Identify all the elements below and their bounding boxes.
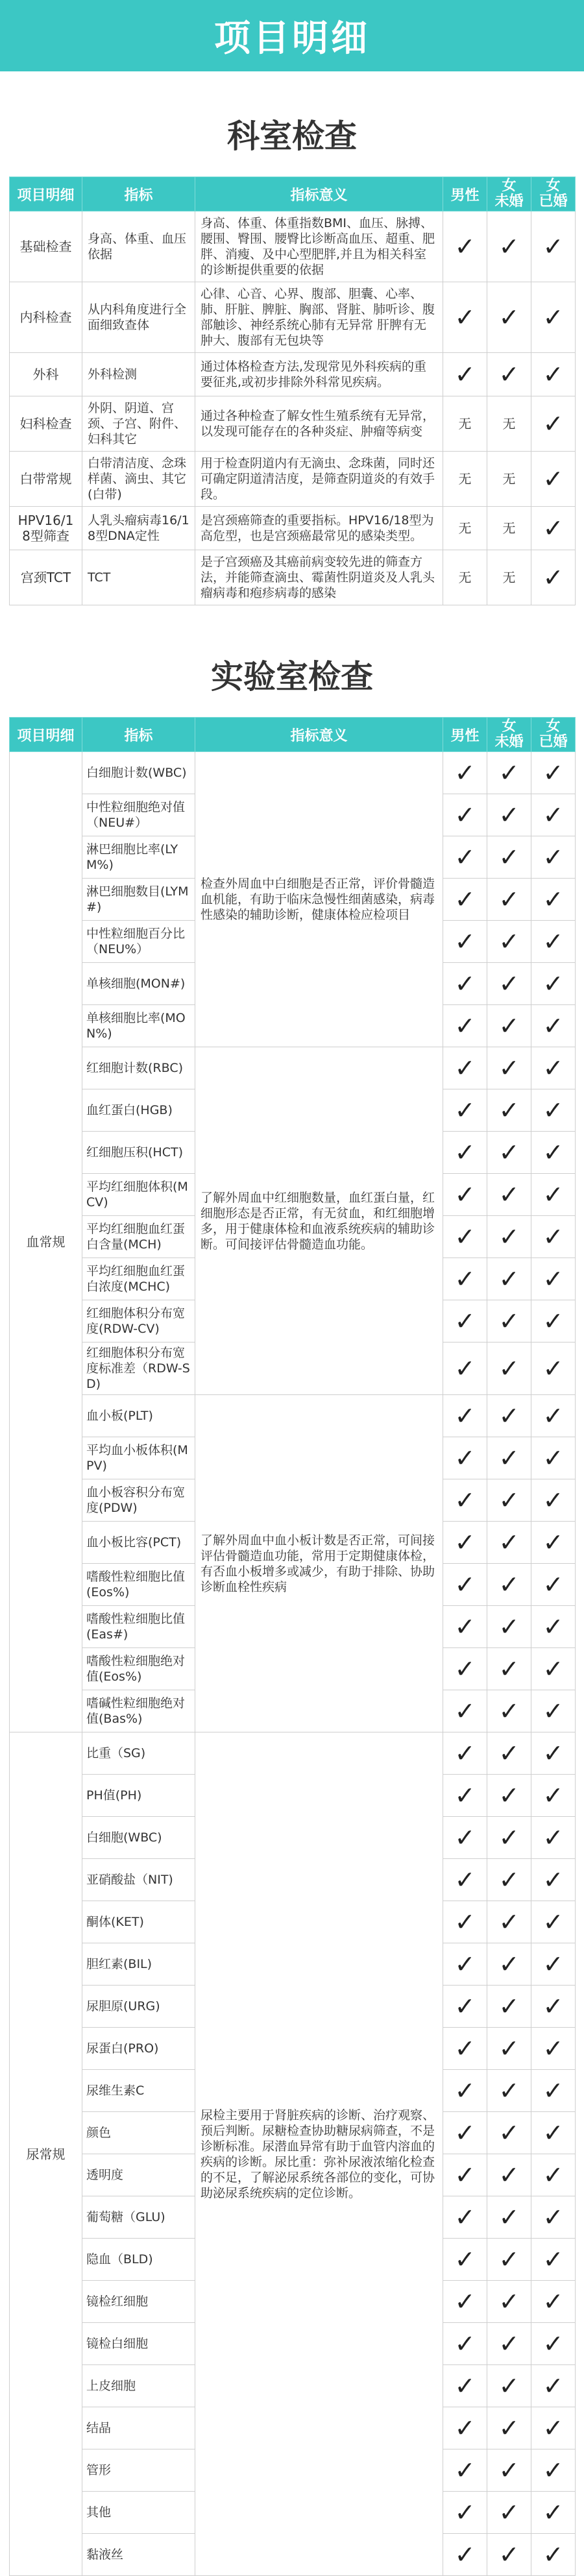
row-male-mark: ✓ xyxy=(443,353,487,396)
table-row xyxy=(10,1732,576,1775)
row-unmarried-mark: ✓ xyxy=(487,2239,531,2281)
row-indicator: 血小板(PLT) xyxy=(82,1395,195,1437)
row-married-mark: ✓ xyxy=(531,1606,576,1648)
row-married-mark: ✓ xyxy=(531,1943,576,1986)
row-married-mark: ✓ xyxy=(531,1258,576,1300)
row-indicator: 外科检测 xyxy=(82,353,195,396)
row-unmarried-mark: ✓ xyxy=(487,2449,531,2492)
row-male-mark: ✓ xyxy=(443,2281,487,2323)
header-unmarried-label: 未婚 xyxy=(494,734,524,750)
row-married-mark: ✓ xyxy=(531,1174,576,1216)
col-header-female-unmarried xyxy=(487,177,531,212)
row-unmarried-mark: ✓ xyxy=(487,1901,531,1943)
row-male-mark: ✓ xyxy=(443,1732,487,1775)
row-married-mark: ✓ xyxy=(531,1395,576,1437)
row-indicator: 尿维生素C xyxy=(82,2070,195,2112)
row-unmarried-mark: ✓ xyxy=(487,1395,531,1437)
row-male-mark: ✓ xyxy=(443,2323,487,2365)
row-indicator: 血小板比容(PCT) xyxy=(82,1522,195,1564)
table-row xyxy=(10,396,576,452)
row-indicator: 镜检红细胞 xyxy=(82,2281,195,2323)
row-unmarried-mark: ✓ xyxy=(487,2196,531,2239)
row-male-mark: ✓ xyxy=(443,836,487,879)
row-married-mark: ✓ xyxy=(531,1437,576,1479)
row-married-mark: ✓ xyxy=(531,2449,576,2492)
row-male-mark: ✓ xyxy=(443,963,487,1005)
lab-table-body xyxy=(10,752,576,2576)
row-unmarried-mark: ✓ xyxy=(487,2112,531,2154)
dept-table-body xyxy=(10,212,576,605)
row-unmarried-mark: 无 xyxy=(487,452,531,507)
header-unmarried-label: 未婚 xyxy=(494,193,524,210)
row-indicator: 透明度 xyxy=(82,2154,195,2196)
row-unmarried-mark: ✓ xyxy=(487,1775,531,1817)
row-married-mark: ✓ xyxy=(531,2154,576,2196)
lab-table-header xyxy=(10,718,576,752)
row-married-mark: ✓ xyxy=(531,752,576,794)
row-unmarried-mark: ✓ xyxy=(487,1258,531,1300)
group-meaning: 检查外周血中白细胞是否正常，评价骨髓造血机能，有助于临床急慢性细菌感染，病毒性感染的辅助诊断，健康体检应检项目 xyxy=(195,752,443,1047)
row-married-mark: ✓ xyxy=(531,452,576,507)
row-married-mark: ✓ xyxy=(531,212,576,282)
row-male-mark: ✓ xyxy=(443,282,487,353)
row-indicator: 淋巴细胞数目(LYM#) xyxy=(82,879,195,921)
table-row xyxy=(10,1395,576,1437)
row-male-mark: ✓ xyxy=(443,1859,487,1901)
group-name: 尿常规 xyxy=(10,1732,82,2576)
row-male-mark: ✓ xyxy=(443,752,487,794)
row-meaning: 是宫颈癌筛查的重要指标。HPV16/18型为高危型，也是宫颈癌最常见的感染类型。 xyxy=(195,507,443,550)
row-indicator: 红细胞体积分布宽度标准差（RDW-SD) xyxy=(82,1343,195,1395)
row-indicator: 葡萄糖（GLU) xyxy=(82,2196,195,2239)
header-female-label: 女 xyxy=(502,718,517,735)
row-male-mark: ✓ xyxy=(443,1690,487,1732)
row-married-mark: ✓ xyxy=(531,1132,576,1174)
row-indicator: 比重（SG) xyxy=(82,1732,195,1775)
row-unmarried-mark: ✓ xyxy=(487,921,531,963)
col-header-female-unmarried xyxy=(487,718,531,752)
row-male-mark: ✓ xyxy=(443,2449,487,2492)
row-indicator: 白细胞计数(WBC) xyxy=(82,752,195,794)
row-married-mark: ✓ xyxy=(531,2070,576,2112)
table-row xyxy=(10,353,576,396)
row-indicator: 身高、体重、血压依据 xyxy=(82,212,195,282)
row-married-mark: ✓ xyxy=(531,1648,576,1690)
row-unmarried-mark: ✓ xyxy=(487,836,531,879)
row-item-name: 基础检查 xyxy=(10,212,82,282)
row-unmarried-mark: ✓ xyxy=(487,212,531,282)
row-male-mark: ✓ xyxy=(443,794,487,836)
row-indicator: 胆红素(BIL) xyxy=(82,1943,195,1986)
table-row xyxy=(10,1047,576,1089)
page-title: 项目明细 xyxy=(214,18,370,60)
row-indicator: 红细胞计数(RBC) xyxy=(82,1047,195,1089)
row-unmarried-mark: ✓ xyxy=(487,2281,531,2323)
col-header-meaning: 指标意义 xyxy=(195,718,443,752)
row-indicator: 淋巴细胞比率(LYM%) xyxy=(82,836,195,879)
row-unmarried-mark: ✓ xyxy=(487,1005,531,1047)
row-male-mark: ✓ xyxy=(443,1943,487,1986)
row-male-mark: ✓ xyxy=(443,2112,487,2154)
section-title-lab: 实验室检查 xyxy=(211,658,373,696)
table-row xyxy=(10,752,576,794)
row-male-mark: ✓ xyxy=(443,1986,487,2028)
row-male-mark: 无 xyxy=(443,396,487,452)
row-male-mark: ✓ xyxy=(443,2492,487,2534)
row-unmarried-mark: ✓ xyxy=(487,879,531,921)
header-married-label: 已婚 xyxy=(539,193,568,210)
row-married-mark: ✓ xyxy=(531,1343,576,1395)
row-married-mark: ✓ xyxy=(531,2281,576,2323)
row-male-mark: ✓ xyxy=(443,1775,487,1817)
row-male-mark: ✓ xyxy=(443,1564,487,1606)
row-indicator: TCT xyxy=(82,550,195,605)
row-married-mark: ✓ xyxy=(531,1690,576,1732)
header-female-label: 女 xyxy=(502,178,517,194)
row-male-mark: ✓ xyxy=(443,1606,487,1648)
row-unmarried-mark: ✓ xyxy=(487,1986,531,2028)
row-male-mark: ✓ xyxy=(443,1901,487,1943)
row-unmarried-mark: ✓ xyxy=(487,2028,531,2070)
row-unmarried-mark: ✓ xyxy=(487,1648,531,1690)
row-indicator: 平均红细胞血红蛋白浓度(MCHC) xyxy=(82,1258,195,1300)
row-married-mark: ✓ xyxy=(531,1479,576,1522)
row-meaning: 通过体格检查方法,发现常见外科疾病的重要征兆,或初步排除外科常见疾病。 xyxy=(195,353,443,396)
row-item-name: 宫颈TCT xyxy=(10,550,82,605)
row-item-name: 外科 xyxy=(10,353,82,396)
col-header-indicator: 指标 xyxy=(82,177,195,212)
row-indicator: 白细胞(WBC) xyxy=(82,1817,195,1859)
row-unmarried-mark: ✓ xyxy=(487,1479,531,1522)
row-meaning: 心律、心音、心界、腹部、胆囊、心率、肺、肝脏、脾脏、胸部、肾脏、肺听诊、腹部触诊、神经系统心肺有无异常 肝脾有无肿大、腹部有无包块等 xyxy=(195,282,443,353)
row-male-mark: ✓ xyxy=(443,2154,487,2196)
row-unmarried-mark: ✓ xyxy=(487,1606,531,1648)
row-male-mark: ✓ xyxy=(443,212,487,282)
row-unmarried-mark: ✓ xyxy=(487,282,531,353)
col-header-male: 男性 xyxy=(443,177,487,212)
row-unmarried-mark: ✓ xyxy=(487,2365,531,2407)
row-male-mark: ✓ xyxy=(443,1258,487,1300)
group-meaning: 了解外周血中红细胞数量，血红蛋白量，红细胞形态是否正常，有无贫血，和红细胞增多，用于健康体检和血液系统疾病的辅助诊断。可间接评估骨髓造血功能。 xyxy=(195,1047,443,1395)
lab-table xyxy=(9,717,576,2576)
row-married-mark: ✓ xyxy=(531,550,576,605)
row-unmarried-mark: ✓ xyxy=(487,2407,531,2449)
row-male-mark: ✓ xyxy=(443,1479,487,1522)
row-indicator: 单核细胞比率(MON%) xyxy=(82,1005,195,1047)
row-male-mark: ✓ xyxy=(443,1216,487,1258)
row-unmarried-mark: ✓ xyxy=(487,1732,531,1775)
col-header-indicator: 指标 xyxy=(82,718,195,752)
col-header-item: 项目明细 xyxy=(10,718,82,752)
row-indicator: 中性粒细胞百分比（NEU%） xyxy=(82,921,195,963)
row-married-mark: ✓ xyxy=(531,1005,576,1047)
row-indicator: 平均红细胞体积(MCV) xyxy=(82,1174,195,1216)
row-married-mark: ✓ xyxy=(531,836,576,879)
table-row xyxy=(10,550,576,605)
row-indicator: 单核细胞(MON#) xyxy=(82,963,195,1005)
row-unmarried-mark: ✓ xyxy=(487,2070,531,2112)
row-married-mark: ✓ xyxy=(531,963,576,1005)
row-male-mark: ✓ xyxy=(443,2407,487,2449)
row-unmarried-mark: ✓ xyxy=(487,1089,531,1132)
row-male-mark: ✓ xyxy=(443,1089,487,1132)
row-male-mark: ✓ xyxy=(443,1437,487,1479)
row-male-mark: ✓ xyxy=(443,879,487,921)
row-male-mark: 无 xyxy=(443,550,487,605)
group-meaning: 了解外周血中血小板计数是否正常，可间接评估骨髓造血功能，常用于定期健康体检，有否血小板增多或减少，有助于排除、协助诊断血栓性疾病 xyxy=(195,1395,443,1732)
row-indicator: 嗜碱性粒细胞绝对值(Bas%) xyxy=(82,1690,195,1732)
row-married-mark: ✓ xyxy=(531,2407,576,2449)
row-meaning: 是子宫颈癌及其癌前病变较先进的筛查方法，并能筛查滴虫、霉菌性阴道炎及人乳头瘤病毒和疱疹病毒的感染 xyxy=(195,550,443,605)
row-male-mark: ✓ xyxy=(443,1047,487,1089)
row-indicator: 血红蛋白(HGB) xyxy=(82,1089,195,1132)
row-unmarried-mark: 无 xyxy=(487,507,531,550)
section-title-dept: 科室检查 xyxy=(227,117,357,155)
row-indicator: 人乳头瘤病毒16/18型DNA定性 xyxy=(82,507,195,550)
col-header-female-married xyxy=(531,718,576,752)
row-indicator: 红细胞体积分布宽度(RDW-CV) xyxy=(82,1300,195,1343)
row-indicator: 尿胆原(URG) xyxy=(82,1986,195,2028)
row-married-mark: ✓ xyxy=(531,2028,576,2070)
row-male-mark: ✓ xyxy=(443,2070,487,2112)
row-indicator: 尿蛋白(PRO) xyxy=(82,2028,195,2070)
dept-table-wrap xyxy=(9,176,575,605)
row-unmarried-mark: ✓ xyxy=(487,1343,531,1395)
row-male-mark: ✓ xyxy=(443,921,487,963)
col-header-male: 男性 xyxy=(443,718,487,752)
row-married-mark: ✓ xyxy=(531,507,576,550)
row-married-mark: ✓ xyxy=(531,1300,576,1343)
row-married-mark: ✓ xyxy=(531,1522,576,1564)
table-row xyxy=(10,507,576,550)
row-married-mark: ✓ xyxy=(531,879,576,921)
row-male-mark: ✓ xyxy=(443,2534,487,2576)
row-married-mark: ✓ xyxy=(531,1859,576,1901)
row-indicator: 从内科角度进行全面细致查体 xyxy=(82,282,195,353)
row-male-mark: ✓ xyxy=(443,1522,487,1564)
row-indicator: 酮体(KET) xyxy=(82,1901,195,1943)
row-male-mark: ✓ xyxy=(443,1005,487,1047)
row-meaning: 通过各种检查了解女性生殖系统有无异常，以发现可能存在的各种炎症、肿瘤等病变 xyxy=(195,396,443,452)
row-unmarried-mark: ✓ xyxy=(487,2492,531,2534)
row-married-mark: ✓ xyxy=(531,1564,576,1606)
row-married-mark: ✓ xyxy=(531,1216,576,1258)
row-unmarried-mark: ✓ xyxy=(487,1216,531,1258)
table-row xyxy=(10,212,576,282)
row-married-mark: ✓ xyxy=(531,353,576,396)
row-indicator: 平均血小板体积(MPV) xyxy=(82,1437,195,1479)
row-unmarried-mark: ✓ xyxy=(487,1564,531,1606)
row-married-mark: ✓ xyxy=(531,2239,576,2281)
row-unmarried-mark: 无 xyxy=(487,396,531,452)
row-indicator: 血小板容积分布宽度(PDW) xyxy=(82,1479,195,1522)
row-indicator: PH值(PH) xyxy=(82,1775,195,1817)
row-unmarried-mark: ✓ xyxy=(487,794,531,836)
row-married-mark: ✓ xyxy=(531,2196,576,2239)
row-male-mark: ✓ xyxy=(443,1300,487,1343)
header-female-label: 女 xyxy=(546,178,561,194)
group-meaning: 尿检主要用于肾脏疾病的诊断、治疗观察、预后判断。尿糖检查协助糖尿病筛查，不是诊断标准。尿潜血异常有助于血管内溶血的疾病的诊断。尿比重：弥补尿液浓缩化检查的不足，了解泌尿系统各部位的变化，可协助泌尿系统疾病的定位诊断。 xyxy=(195,1732,443,2576)
row-indicator: 黏液丝 xyxy=(82,2534,195,2576)
row-unmarried-mark: ✓ xyxy=(487,1437,531,1479)
row-item-name: HPV16/18型筛查 xyxy=(10,507,82,550)
row-indicator: 嗜酸性粒细胞比值(Eas#) xyxy=(82,1606,195,1648)
row-unmarried-mark: ✓ xyxy=(487,1817,531,1859)
row-male-mark: 无 xyxy=(443,507,487,550)
row-indicator: 白带清洁度、念珠样菌、滴虫、其它(白带) xyxy=(82,452,195,507)
row-male-mark: ✓ xyxy=(443,1817,487,1859)
col-header-meaning: 指标意义 xyxy=(195,177,443,212)
row-indicator: 平均红细胞血红蛋白含量(MCH) xyxy=(82,1216,195,1258)
row-unmarried-mark: ✓ xyxy=(487,1174,531,1216)
row-indicator: 红细胞压积(HCT) xyxy=(82,1132,195,1174)
header-female-label: 女 xyxy=(546,718,561,735)
dept-table xyxy=(9,176,576,605)
row-indicator: 外阴、阴道、宫颈、子宫、附件、妇科其它 xyxy=(82,396,195,452)
row-married-mark: ✓ xyxy=(531,2112,576,2154)
row-married-mark: ✓ xyxy=(531,2365,576,2407)
table-row xyxy=(10,282,576,353)
row-indicator: 镜检白细胞 xyxy=(82,2323,195,2365)
col-header-item: 项目明细 xyxy=(10,177,82,212)
row-married-mark: ✓ xyxy=(531,1817,576,1859)
row-married-mark: ✓ xyxy=(531,921,576,963)
row-unmarried-mark: ✓ xyxy=(487,2154,531,2196)
col-header-female-married xyxy=(531,177,576,212)
row-married-mark: ✓ xyxy=(531,1047,576,1089)
row-unmarried-mark: ✓ xyxy=(487,2323,531,2365)
row-male-mark: ✓ xyxy=(443,1648,487,1690)
row-indicator: 嗜酸性粒细胞比值(Eos%) xyxy=(82,1564,195,1606)
row-unmarried-mark: 无 xyxy=(487,550,531,605)
row-married-mark: ✓ xyxy=(531,2323,576,2365)
row-indicator: 亚硝酸盐（NIT) xyxy=(82,1859,195,1901)
row-male-mark: ✓ xyxy=(443,1343,487,1395)
row-indicator: 上皮细胞 xyxy=(82,2365,195,2407)
row-unmarried-mark: ✓ xyxy=(487,1047,531,1089)
row-indicator: 管形 xyxy=(82,2449,195,2492)
row-unmarried-mark: ✓ xyxy=(487,1943,531,1986)
row-indicator: 隐血（BLD) xyxy=(82,2239,195,2281)
header-married-label: 已婚 xyxy=(539,734,568,750)
row-married-mark: ✓ xyxy=(531,1775,576,1817)
row-unmarried-mark: ✓ xyxy=(487,1859,531,1901)
row-indicator: 中性粒细胞绝对值（NEU#） xyxy=(82,794,195,836)
row-unmarried-mark: ✓ xyxy=(487,752,531,794)
row-unmarried-mark: ✓ xyxy=(487,1690,531,1732)
row-male-mark: ✓ xyxy=(443,2365,487,2407)
row-married-mark: ✓ xyxy=(531,794,576,836)
row-male-mark: ✓ xyxy=(443,1174,487,1216)
row-married-mark: ✓ xyxy=(531,1089,576,1132)
row-male-mark: ✓ xyxy=(443,2239,487,2281)
row-male-mark: 无 xyxy=(443,452,487,507)
row-married-mark: ✓ xyxy=(531,1901,576,1943)
row-indicator: 结晶 xyxy=(82,2407,195,2449)
row-indicator: 其他 xyxy=(82,2492,195,2534)
row-male-mark: ✓ xyxy=(443,1132,487,1174)
lab-table-wrap xyxy=(9,717,575,2576)
row-unmarried-mark: ✓ xyxy=(487,2534,531,2576)
row-married-mark: ✓ xyxy=(531,2534,576,2576)
row-married-mark: ✓ xyxy=(531,282,576,353)
row-unmarried-mark: ✓ xyxy=(487,1300,531,1343)
row-indicator: 颜色 xyxy=(82,2112,195,2154)
row-male-mark: ✓ xyxy=(443,2028,487,2070)
row-meaning: 用于检查阴道内有无滴虫、念珠菌，同时还可确定阴道清洁度，是筛查阴道炎的有效手段。 xyxy=(195,452,443,507)
row-unmarried-mark: ✓ xyxy=(487,1522,531,1564)
group-name: 血常规 xyxy=(10,752,82,1732)
row-married-mark: ✓ xyxy=(531,1732,576,1775)
row-item-name: 白带常规 xyxy=(10,452,82,507)
row-item-name: 妇科检查 xyxy=(10,396,82,452)
row-unmarried-mark: ✓ xyxy=(487,353,531,396)
row-male-mark: ✓ xyxy=(443,1395,487,1437)
row-indicator: 嗜酸性粒细胞绝对值(Eos%) xyxy=(82,1648,195,1690)
dept-table-header xyxy=(10,177,576,212)
row-unmarried-mark: ✓ xyxy=(487,963,531,1005)
table-row xyxy=(10,452,576,507)
row-married-mark: ✓ xyxy=(531,2492,576,2534)
row-unmarried-mark: ✓ xyxy=(487,1132,531,1174)
row-item-name: 内科检查 xyxy=(10,282,82,353)
row-married-mark: ✓ xyxy=(531,1986,576,2028)
row-male-mark: ✓ xyxy=(443,2196,487,2239)
page-header xyxy=(0,0,584,71)
row-married-mark: ✓ xyxy=(531,396,576,452)
row-meaning: 身高、体重、体重指数BMI、血压、脉搏、腰围、臀围、腰臀比诊断高血压、超重、肥胖、消瘦、及中心型肥胖,并且为相关科室的诊断提供重要的依据 xyxy=(195,212,443,282)
